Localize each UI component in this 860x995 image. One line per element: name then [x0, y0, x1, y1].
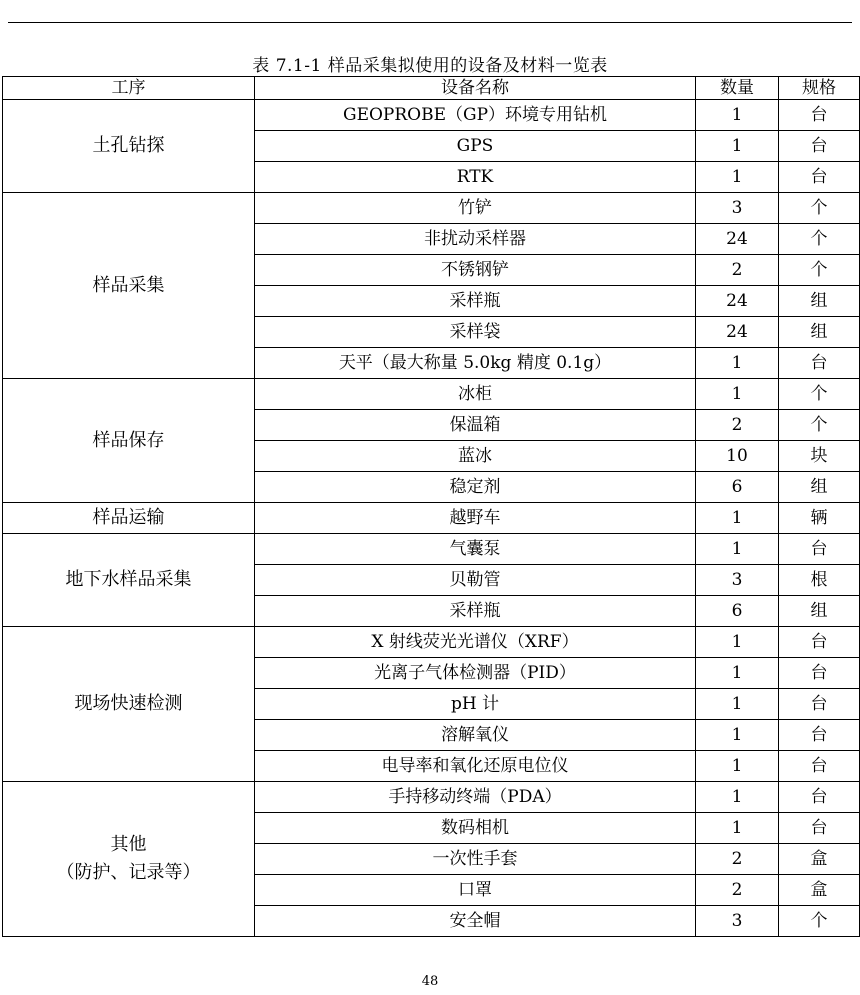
- quantity-cell: 1: [696, 627, 779, 658]
- quantity-cell: 24: [696, 286, 779, 317]
- quantity-cell: 6: [696, 596, 779, 627]
- equipment-name-cell: 手持移动终端（PDA）: [255, 782, 696, 813]
- equipment-name-cell: 竹铲: [255, 193, 696, 224]
- equipment-name-cell: GEOPROBE（GP）环境专用钻机: [255, 100, 696, 131]
- unit-cell: 台: [779, 348, 860, 379]
- equipment-name-cell: 一次性手套: [255, 844, 696, 875]
- unit-cell: 个: [779, 224, 860, 255]
- process-label: 样品运输: [92, 507, 165, 528]
- process-label: 其他: [110, 834, 147, 855]
- unit-cell: 个: [779, 193, 860, 224]
- quantity-cell: 24: [696, 317, 779, 348]
- process-label: （防护、记录等）: [56, 862, 201, 883]
- equipment-name-cell: 采样瓶: [255, 596, 696, 627]
- unit-cell: 个: [779, 410, 860, 441]
- quantity-cell: 1: [696, 379, 779, 410]
- process-label: 样品采集: [92, 274, 165, 296]
- process-cell: [3, 534, 255, 627]
- quantity-cell: 24: [696, 224, 779, 255]
- process-cell: [3, 379, 255, 503]
- unit-cell: 台: [779, 689, 860, 720]
- header-process: 工序: [3, 77, 255, 100]
- quantity-cell: 1: [696, 348, 779, 379]
- table-caption: 表 7.1-1 样品采集拟使用的设备及材料一览表: [252, 56, 608, 76]
- equipment-name-cell: 口罩: [255, 875, 696, 906]
- equipment-name-cell: 光离子气体检测器（PID）: [255, 658, 696, 689]
- quantity-cell: 1: [696, 131, 779, 162]
- table-row: [3, 782, 860, 813]
- equipment-name-cell: 保温箱: [255, 410, 696, 441]
- equipment-name-cell: 越野车: [255, 503, 696, 534]
- table-row: [3, 503, 860, 534]
- process-cell: [3, 193, 255, 379]
- equipment-name-cell: 数码相机: [255, 813, 696, 844]
- equipment-name-cell: 冰柜: [255, 379, 696, 410]
- unit-cell: 组: [779, 596, 860, 627]
- equipment-name-cell: 溶解氧仪: [255, 720, 696, 751]
- process-cell: [3, 627, 255, 782]
- unit-cell: 盒: [779, 844, 860, 875]
- process-label: 样品保存: [92, 429, 165, 451]
- quantity-cell: 6: [696, 472, 779, 503]
- unit-cell: 台: [779, 162, 860, 193]
- unit-cell: 台: [779, 534, 860, 565]
- unit-cell: 盒: [779, 875, 860, 906]
- quantity-cell: 10: [696, 441, 779, 472]
- table-row: [3, 379, 860, 410]
- equipment-name-cell: 稳定剂: [255, 472, 696, 503]
- equipment-name-cell: GPS: [255, 131, 696, 162]
- quantity-cell: 2: [696, 875, 779, 906]
- header-rule: [8, 22, 852, 23]
- unit-cell: 台: [779, 627, 860, 658]
- table-row: [3, 534, 860, 565]
- unit-cell: 台: [779, 658, 860, 689]
- quantity-cell: 2: [696, 410, 779, 441]
- equipment-name-cell: 贝勒管: [255, 565, 696, 596]
- table-row: [3, 627, 860, 658]
- quantity-cell: 2: [696, 844, 779, 875]
- equipment-name-cell: 蓝冰: [255, 441, 696, 472]
- header-row: [3, 77, 860, 100]
- unit-cell: 台: [779, 813, 860, 844]
- table-body: [3, 100, 860, 937]
- quantity-cell: 1: [696, 720, 779, 751]
- table-row: [3, 193, 860, 224]
- equipment-name-cell: 天平（最大称量 5.0kg 精度 0.1g）: [255, 348, 696, 379]
- unit-cell: 台: [779, 100, 860, 131]
- quantity-cell: 3: [696, 193, 779, 224]
- unit-cell: 台: [779, 782, 860, 813]
- quantity-cell: 3: [696, 565, 779, 596]
- quantity-cell: 1: [696, 813, 779, 844]
- page-number: 48: [421, 974, 439, 989]
- equipment-name-cell: pH 计: [255, 689, 696, 720]
- unit-cell: 辆: [779, 503, 860, 534]
- equipment-name-cell: 采样袋: [255, 317, 696, 348]
- quantity-cell: 3: [696, 906, 779, 937]
- quantity-cell: 1: [696, 658, 779, 689]
- equipment-name-cell: 气囊泵: [255, 534, 696, 565]
- equipment-name-cell: 安全帽: [255, 906, 696, 937]
- unit-cell: 个: [779, 906, 860, 937]
- unit-cell: 台: [779, 751, 860, 782]
- quantity-cell: 1: [696, 503, 779, 534]
- unit-cell: 个: [779, 379, 860, 410]
- equipment-name-cell: 非扰动采样器: [255, 224, 696, 255]
- header-name: 设备名称: [255, 77, 696, 100]
- table-row: [3, 100, 860, 131]
- equipment-name-cell: 电导率和氧化还原电位仪: [255, 751, 696, 782]
- equipment-table: [2, 76, 860, 937]
- quantity-cell: 1: [696, 162, 779, 193]
- process-cell: [3, 782, 255, 937]
- unit-cell: 台: [779, 131, 860, 162]
- header-qty: 数量: [696, 77, 779, 100]
- process-cell: [3, 100, 255, 193]
- process-cell: [3, 503, 255, 534]
- quantity-cell: 1: [696, 534, 779, 565]
- quantity-cell: 2: [696, 255, 779, 286]
- unit-cell: 组: [779, 286, 860, 317]
- process-label: 现场快速检测: [74, 693, 183, 714]
- unit-cell: 台: [779, 720, 860, 751]
- quantity-cell: 1: [696, 751, 779, 782]
- equipment-name-cell: RTK: [255, 162, 696, 193]
- unit-cell: 组: [779, 317, 860, 348]
- unit-cell: 个: [779, 255, 860, 286]
- quantity-cell: 1: [696, 689, 779, 720]
- equipment-name-cell: X 射线荧光光谱仪（XRF）: [255, 627, 696, 658]
- header-unit: 规格: [779, 77, 860, 100]
- process-label: 土孔钻探: [92, 135, 165, 156]
- unit-cell: 组: [779, 472, 860, 503]
- equipment-name-cell: 不锈钢铲: [255, 255, 696, 286]
- quantity-cell: 1: [696, 782, 779, 813]
- unit-cell: 块: [779, 441, 860, 472]
- process-label: 地下水样品采集: [65, 569, 192, 590]
- equipment-name-cell: 采样瓶: [255, 286, 696, 317]
- quantity-cell: 1: [696, 100, 779, 131]
- unit-cell: 根: [779, 565, 860, 596]
